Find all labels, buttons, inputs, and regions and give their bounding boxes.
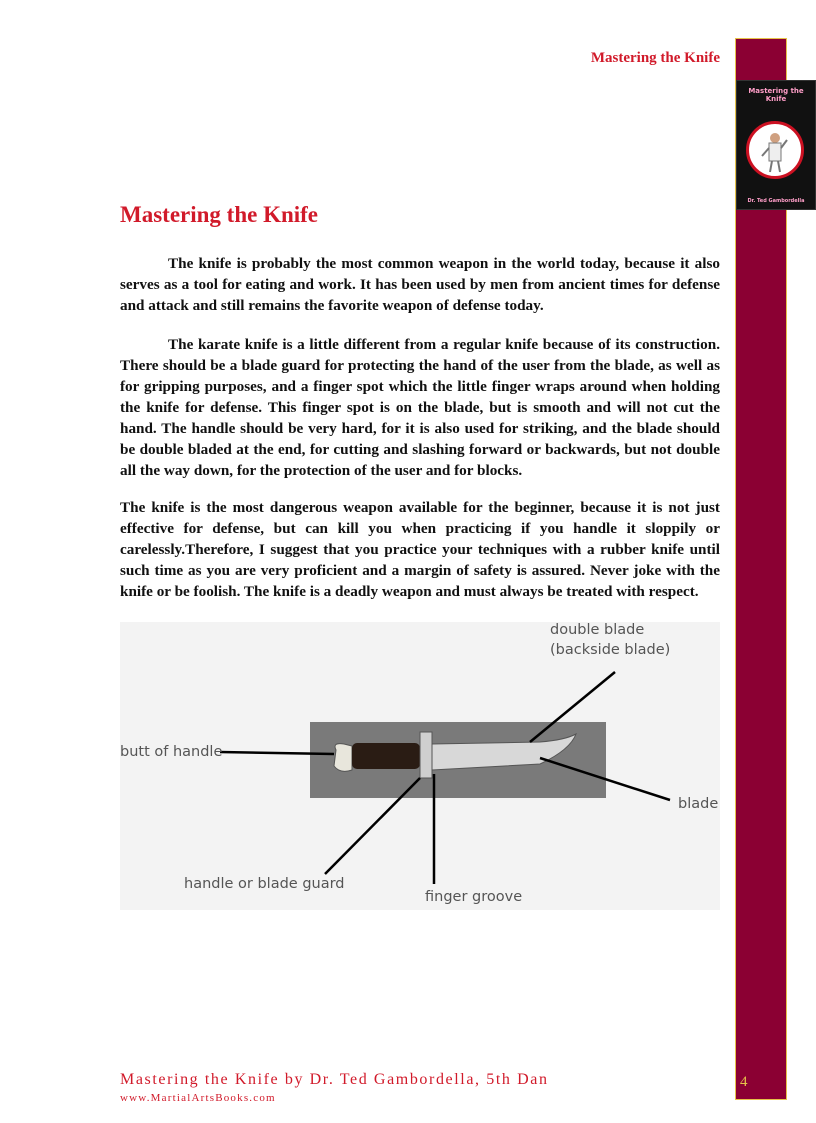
footer-url[interactable]: www.MartialArtsBooks.com	[120, 1092, 276, 1104]
knife-handle	[352, 743, 420, 769]
paragraph-1: The knife is probably the most common weapon in the world today, because it also serves as a tool for eating and work. It has been used by men from ancient times for defense and attack and still remains the favorite weapon of defense today.	[120, 255, 720, 314]
running-header: Mastering the Knife	[590, 50, 720, 66]
knife-illustration	[120, 622, 720, 910]
book-cover	[736, 80, 816, 210]
page-number: 4	[740, 1074, 748, 1090]
label-blade: blade	[678, 796, 719, 812]
cover-author: Dr. Ted Gambordella	[747, 198, 805, 204]
martial-artist-icon	[749, 124, 801, 176]
page-title: Mastering the Knife	[120, 202, 319, 227]
label-blade-guard: handle or blade guard	[184, 876, 345, 892]
knife-guard	[420, 732, 432, 778]
knife-butt	[334, 744, 352, 772]
footer-credit: Mastering the Knife by Dr. Ted Gambordella, 5th Dan	[120, 1071, 549, 1088]
label-butt-of-handle: butt of handle	[120, 744, 223, 760]
label-backside-blade: (backside blade)	[550, 642, 671, 658]
label-finger-groove: finger groove	[425, 889, 523, 905]
knife-diagram	[120, 622, 720, 910]
book-cover-icon	[746, 121, 804, 179]
label-double-blade: double blade	[550, 622, 645, 638]
cover-title: Mastering the Knife	[748, 87, 804, 103]
paragraph-3: The knife is the most dangerous weapon available for the beginner, because it is not just effective for defense, but can kill you when practicing if you handle it sloppily or carelessly.Therefore, I suggest that you practice your techniques with a rubber knife until such time as you are very proficient and a margin of safety is assured. Never joke with the knife or be foolish. The knife is a deadly weapon and must always be treated with respect.	[120, 499, 720, 600]
paragraph-2: The karate knife is a little different from a regular knife because of its construction. There should be a blade guard for protecting the hand of the user from the blade, as well as for gripping purposes, and a finger spot which the little finger wraps around when holding the knife for defense. This finger spot is on the blade, but is smooth and will not cut the hand. The handle should be very hard, for it is also used for striking, and the blade should be double bladed at the end, for cutting and slashing forward or backwards, but not double all the way down, for the protection of the user and for blocks.	[120, 336, 720, 479]
